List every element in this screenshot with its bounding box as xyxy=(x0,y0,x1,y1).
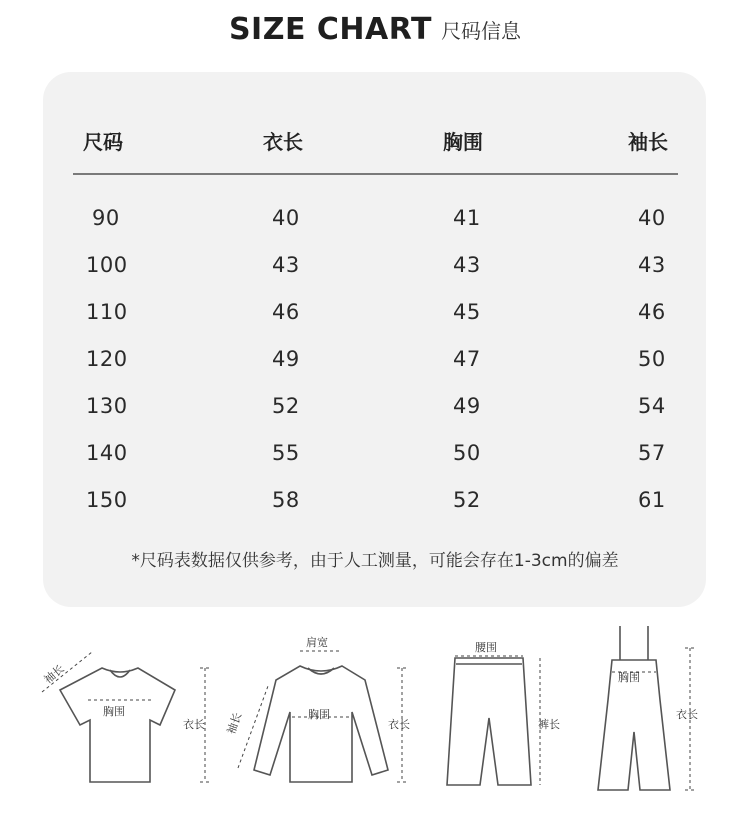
cell-length: 58 xyxy=(272,488,300,512)
header-size: 尺码 xyxy=(83,130,123,154)
cell-size: 140 xyxy=(86,441,128,465)
cell-length: 43 xyxy=(272,253,300,277)
cell-chest: 49 xyxy=(453,394,481,418)
cell-sleeve: 61 xyxy=(638,488,666,512)
cell-chest: 45 xyxy=(453,300,481,324)
cell-sleeve: 54 xyxy=(638,394,666,418)
overalls-chest-label: 胸围 xyxy=(618,671,640,684)
cell-sleeve: 43 xyxy=(638,253,666,277)
cell-size: 90 xyxy=(92,206,120,230)
cell-chest: 52 xyxy=(453,488,481,512)
header-chest: 胸围 xyxy=(443,130,483,154)
cell-size: 120 xyxy=(86,347,128,371)
shorts-illustration xyxy=(447,658,531,785)
cell-length: 40 xyxy=(272,206,300,230)
cell-chest: 50 xyxy=(453,441,481,465)
cell-size: 110 xyxy=(86,300,128,324)
cell-length: 55 xyxy=(272,441,300,465)
cell-sleeve: 46 xyxy=(638,300,666,324)
tshirt-chest-label: 胸围 xyxy=(103,705,125,718)
sweater-shoulder-label: 肩宽 xyxy=(306,636,328,649)
cell-length: 46 xyxy=(272,300,300,324)
overalls-length-label: 衣长 xyxy=(676,708,698,721)
sweater-length-label: 衣长 xyxy=(388,718,410,731)
measurement-illustrations xyxy=(0,615,750,839)
cell-chest: 43 xyxy=(453,253,481,277)
header-sleeve: 袖长 xyxy=(628,130,668,154)
size-table-card xyxy=(43,72,706,607)
cell-sleeve: 50 xyxy=(638,347,666,371)
tshirt-sleeve-label: 袖长 xyxy=(41,662,67,687)
page-title xyxy=(0,12,750,47)
cell-size: 150 xyxy=(86,488,128,512)
title-zh: 尺码信息 xyxy=(441,19,522,43)
cell-length: 52 xyxy=(272,394,300,418)
sweater-sleeve-label: 袖长 xyxy=(224,710,245,737)
tshirt-illustration xyxy=(60,668,175,782)
cell-chest: 47 xyxy=(453,347,481,371)
cell-length: 49 xyxy=(272,347,300,371)
shorts-waist-label: 腰围 xyxy=(475,641,497,654)
overalls-illustration xyxy=(598,626,670,790)
cell-size: 130 xyxy=(86,394,128,418)
title-en: SIZE CHART xyxy=(228,12,432,47)
cell-chest: 41 xyxy=(453,206,481,230)
shorts-length-label: 裤长 xyxy=(538,718,560,731)
cell-sleeve: 57 xyxy=(638,441,666,465)
sweater-illustration xyxy=(254,666,388,782)
sweater-chest-label: 胸围 xyxy=(308,708,330,721)
header-divider xyxy=(73,173,678,175)
measurement-note: *尺码表数据仅供参考，由于人工测量，可能会存在1-3cm的偏差 xyxy=(131,551,619,571)
tshirt-length-label: 衣长 xyxy=(183,718,205,731)
cell-size: 100 xyxy=(86,253,128,277)
header-length: 衣长 xyxy=(263,130,303,154)
cell-sleeve: 40 xyxy=(638,206,666,230)
